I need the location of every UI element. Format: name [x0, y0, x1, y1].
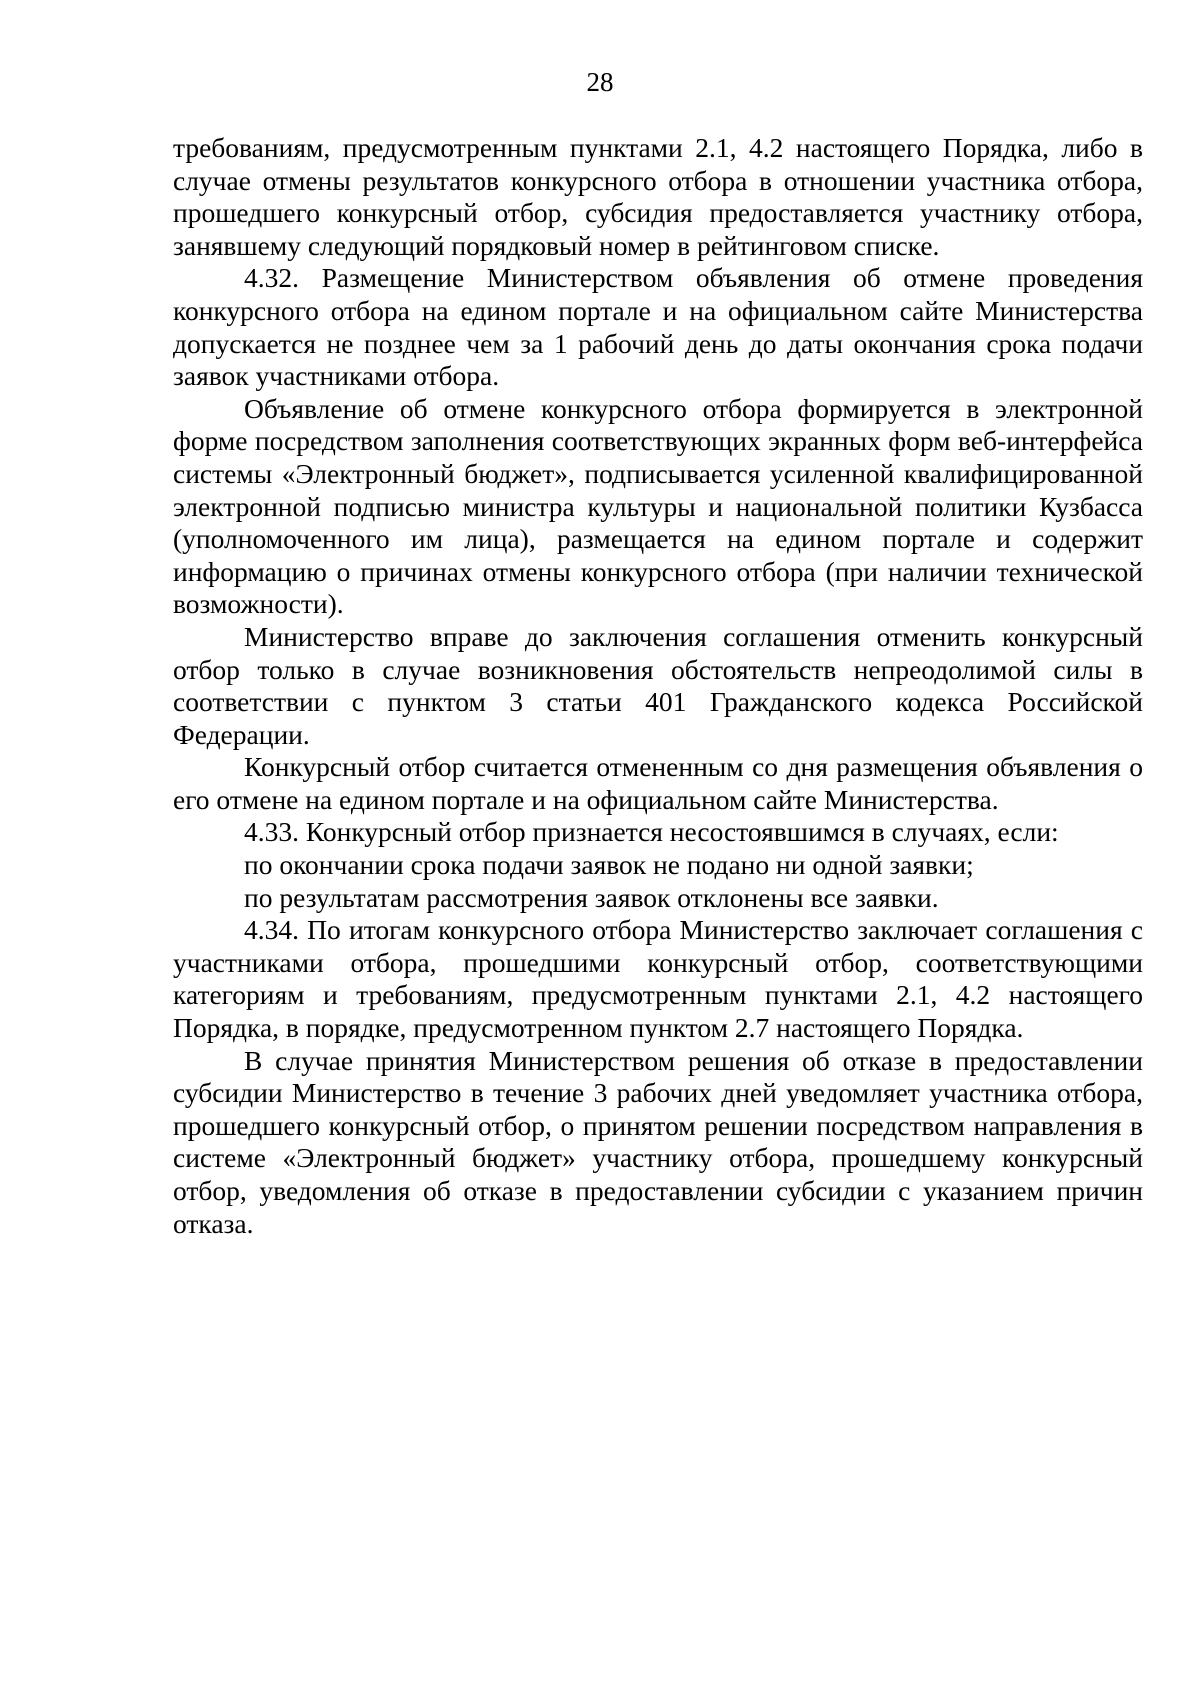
paragraph-ministry-right-to-cancel: Министерство вправе до заключения соглашения отменить конкурсный отбор только в случае возникновения обстоятельств непреодолимой силы в соответствии с пунктом 3 статьи 401 Гражданского кодекса Российской Федерации. [173, 620, 1143, 750]
paragraph-4-34: 4.34. По итогам конкурсного отбора Министерство заключает соглашения с участниками отбора, прошедшими конкурсный отбор, соответствующими категориям и требованиям, предусмотренным пунктами 2.1, 4.2 настоящего Порядка, в порядке, предусмотренном пунктом 2.7 настоящего Порядка. [173, 914, 1143, 1044]
paragraph-cancellation-announcement: Объявление об отмене конкурсного отбора формируется в электронной форме посредством заполнения соответствующих экранных форм веб-интерфейса системы «Электронный бюджет», подписывается усиленной квалифицированной электронной подписью министра культуры и национальной политики Кузбасса (уполномоченного им лица), размещается на едином портале и содержит информацию о причинах отмены конкурсного отбора (при наличии технической возможности). [173, 392, 1143, 620]
page-number: 28 [586, 67, 614, 97]
paragraph-4-32: 4.32. Размещение Министерством объявления об отмене проведения конкурсного отбора на едином портале и на официальном сайте Министерства допускается не позднее чем за 1 рабочий день до даты окончания срока подачи заявок участниками отбора. [173, 262, 1143, 392]
paragraph-no-applications: по окончании срока подачи заявок не подано ни одной заявки; [244, 849, 974, 881]
paragraph-continuation: требованиям, предусмотренным пунктами 2.1, 4.2 настоящего Порядка, либо в случае отмены результатов конкурсного отбора в отношении участника отбора, прошедшего конкурсный отбор, субсидия предоставляется участнику отбора, занявшему следующий порядковый номер в рейтинговом списке. [173, 132, 1143, 261]
paragraph-all-rejected: по результатам рассмотрения заявок отклонены все заявки. [244, 881, 939, 913]
document-body [173, 132, 1143, 1240]
paragraph-refusal-notice: В случае принятия Министерством решения об отказе в предоставлении субсидии Министерство в течение 3 рабочих дней уведомляет участника отбора, прошедшего конкурсный отбор, о принятом решении посредством направления в системе «Электронный бюджет» участнику отбора, прошедшему конкурсный отбор, уведомления об отказе в предоставлении субсидии с указанием причин отказа. [173, 1044, 1143, 1239]
paragraph-4-33: 4.33. Конкурсный отбор признается несостоявшимся в случаях, если: [244, 816, 1059, 848]
paragraph-cancellation-effective: Конкурсный отбор считается отмененным со дня размещения объявления о его отмене на едином портале и на официальном сайте Министерства. [173, 751, 1143, 815]
